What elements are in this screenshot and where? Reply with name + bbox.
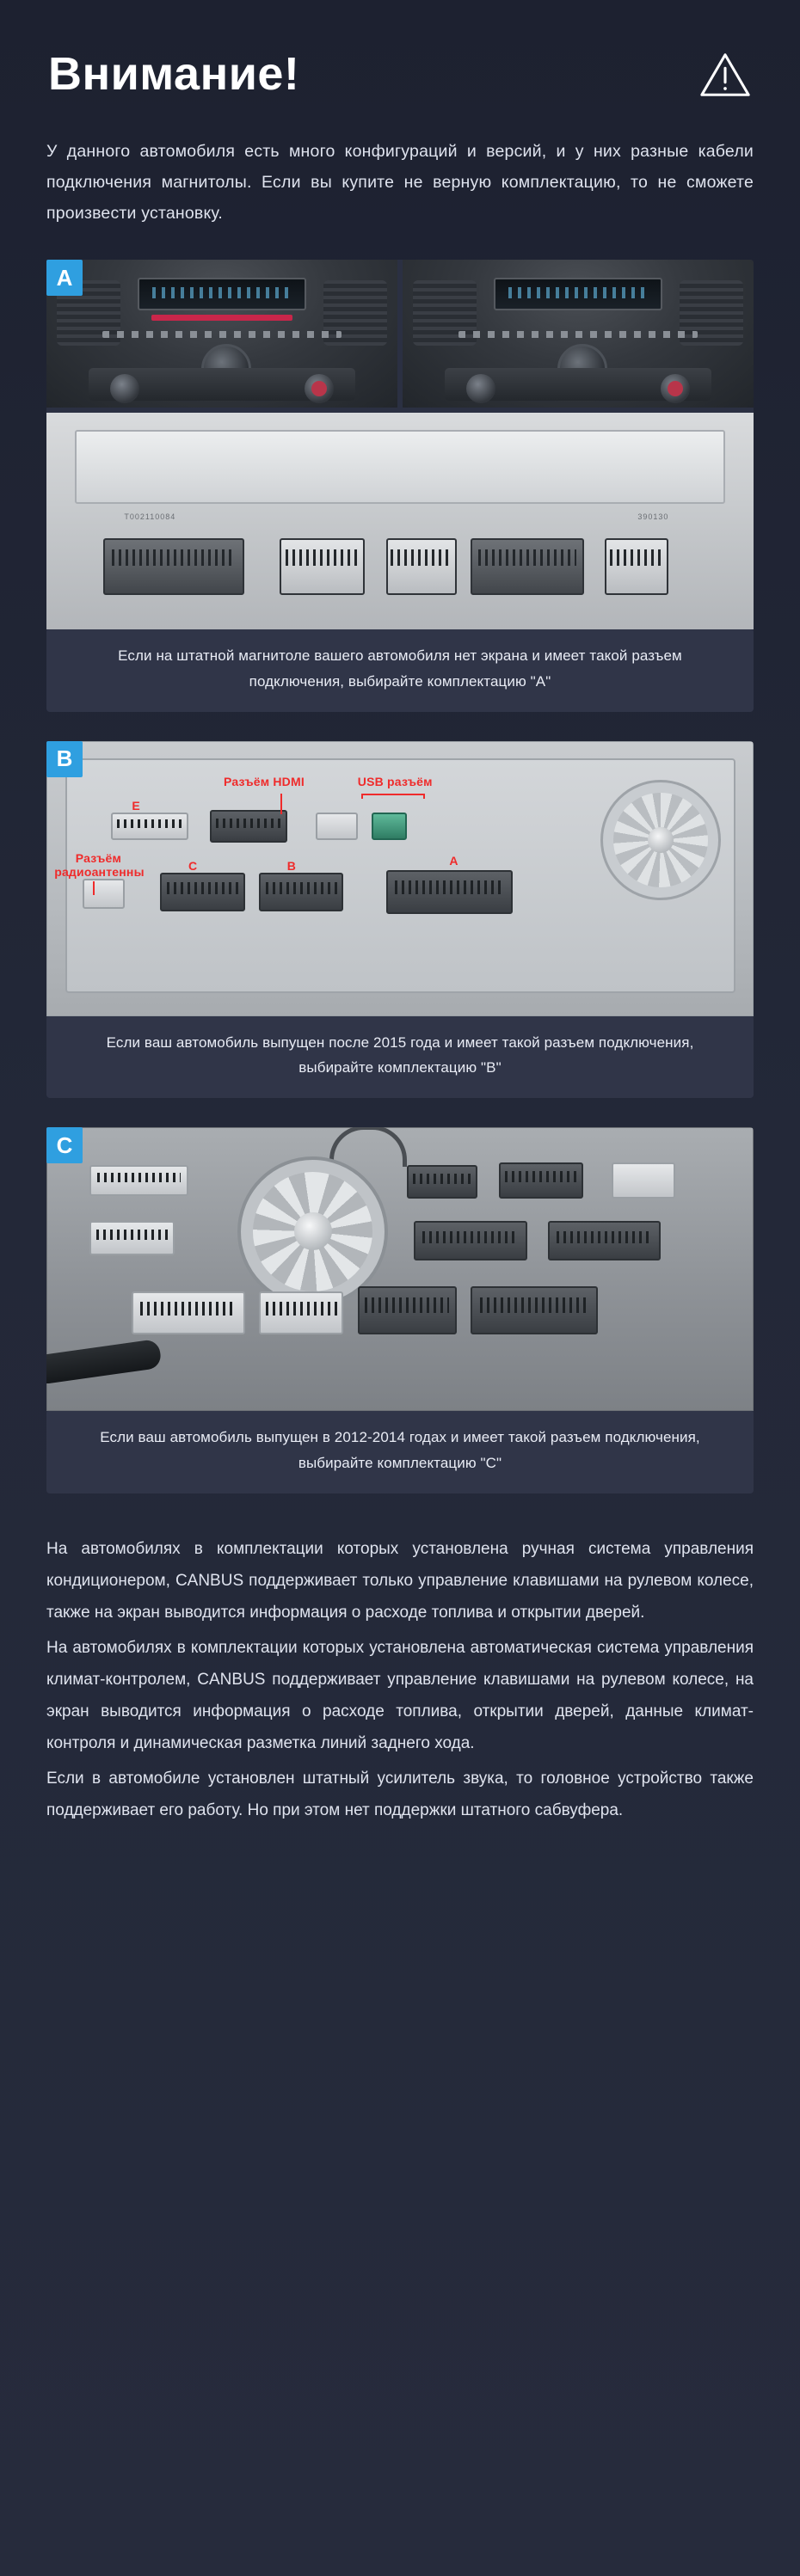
annotation-e: E (132, 799, 140, 813)
photo-head-unit-rear-b (46, 741, 754, 1016)
annotation-usb: USB разъём (357, 774, 433, 788)
unit-label-right: 390130 (637, 512, 669, 522)
block-variant-c (46, 1127, 754, 1493)
annotation-c: C (188, 859, 198, 874)
dashboard-photo-right (403, 260, 754, 408)
annotation-antenna-line1: Разъём (75, 850, 122, 865)
caption-variant-a: Если на штатной магнитоле вашего автомобиля нет экрана и имеет такой разъем подключения, выбирайте комплектацию "А" (118, 647, 682, 690)
annotation-a: A (449, 854, 458, 868)
bottom-paragraph-3: Если в автомобиле установлен штатный усилитель звука, то головное устройство также поддерживает его работу. Но при этом нет поддержки штатного сабвуфера. (46, 1769, 754, 1820)
photo-dash-pair-a (46, 260, 754, 408)
bottom-text (46, 1533, 754, 1826)
fan-b (600, 780, 721, 900)
badge-a: A (46, 260, 83, 296)
unit-label-left: T002110084 (124, 512, 176, 522)
page-header (0, 0, 800, 101)
caption-variant-b: Если ваш автомобиль выпущен после 2015 года и имеет такой разъем подключения, выбирайте комплектацию "B" (106, 1033, 694, 1076)
bottom-paragraph-2: На автомобилях в комплектации которых установлена автоматическая система управления климат-контролем, CANBUS поддерживает управление клавишами на рулевом колесе, на экран выводится информация о расходе топлива, открытии дверей, данные климат-контроля и динамическая разметка линий заднего хода. (46, 1638, 754, 1752)
block-variant-b (46, 741, 754, 1099)
photo-head-unit-rear-a (46, 408, 754, 629)
badge-b: B (46, 741, 83, 777)
warning-triangle-icon (698, 48, 752, 101)
intro-paragraph: У данного автомобиля есть много конфигураций и версий, и у них разные кабели подключения магнитолы. Если вы купите не верную комплектацию, то не сможете произвести установку. (46, 142, 754, 224)
annotation-hdmi: Разъём HDMI (224, 774, 305, 788)
page-title: Внимание! (48, 48, 300, 101)
fan-c (237, 1156, 388, 1307)
photo-head-unit-rear-c (46, 1127, 754, 1411)
annotation-antenna-line2: радиоантенны (54, 864, 145, 879)
dashboard-photo-left (46, 260, 397, 408)
bottom-paragraph-1: На автомобилях в комплектации которых установлена ручная система управления кондиционером, CANBUS поддерживает только управление клавишами на рулевом колесе, также на экран выводится информация о расходе топлива и открытии дверей. (46, 1539, 754, 1622)
badge-c: C (46, 1127, 83, 1163)
block-variant-a (46, 260, 754, 712)
caption-variant-c: Если ваш автомобиль выпущен в 2012-2014 годах и имеет такой разъем подключения, выбирайте комплектацию "C" (100, 1429, 700, 1471)
annotation-b: B (286, 859, 297, 874)
